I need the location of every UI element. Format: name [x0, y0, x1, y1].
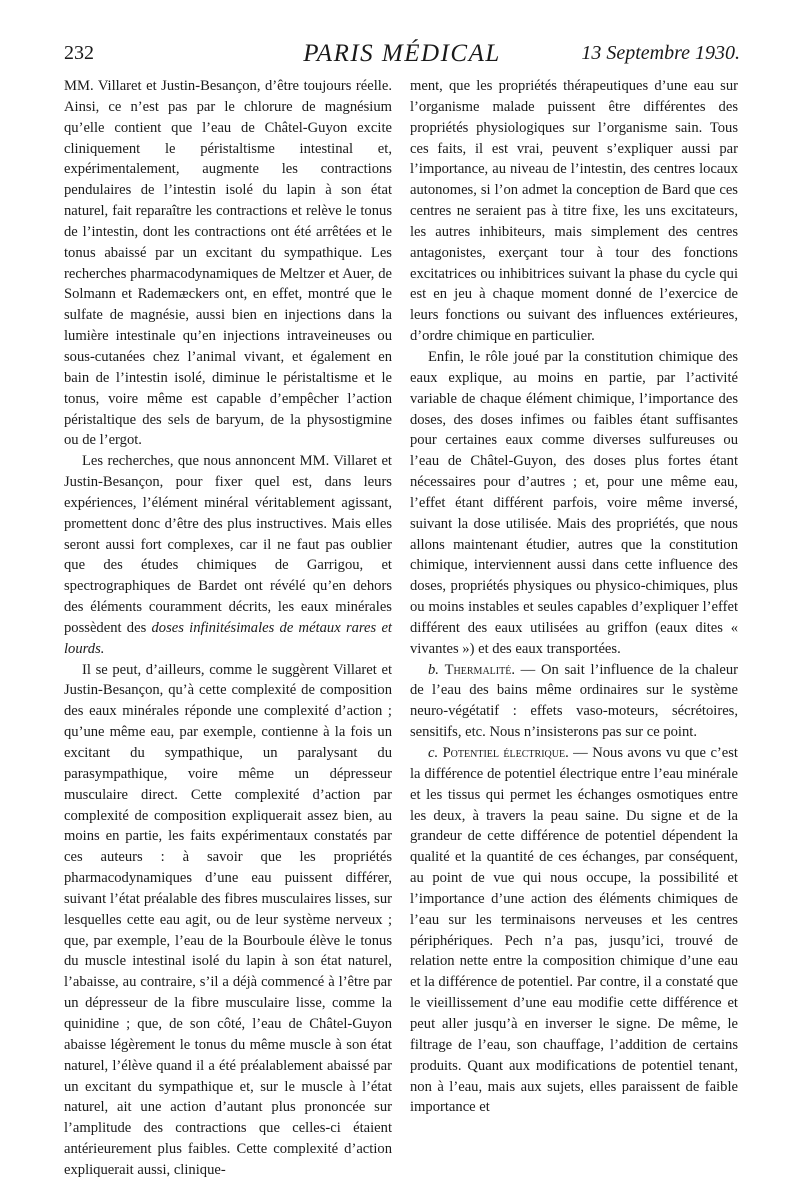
paragraph-text: Les recherches, que nous annoncent MM. Villaret et Justin-Besançon, pour fixer quel est, dans leurs expériences, l’élément minéral véritablement agissant, promettent donc d’être des plus instructives. Mais elles seront aussi fort complexes, car il ne faut pas oublier que des études chimiques de Garrigou, et spectrographiques de Bardet ont révélé qu’en dehors des éléments couramment décrits, les eaux minérales possèdent des: [64, 453, 392, 636]
issue-date: 13 Septembre 1930.: [581, 42, 740, 64]
section-heading: Thermalité.: [444, 661, 515, 678]
paragraph: MM. Villaret et Justin-Besançon, d’être toujours réelle. Ainsi, ce n’est pas par le chlorure de magnésium qu’elle contient que l’eau de Châtel-Guyon excite cliniquement le péristaltisme intestinal et, expérimentalement, augmente les contractions pendulaires de l’intestin isolé du lapin à son état naturel, fait reparaître les contractions et relève le tonus de l’intestin, dont les contractions ont été arrêtées et le tonus abaissé par un excitant du sympathique. Les recherches pharmacodynamiques de Meltzer et Auer, de Solmann et Rademæckers ont, en effet, montré que le sulfate de magnésie, aussi bien en injections dans la lumière intestinale qu’en injections intraveineuses ou sous-cutanées chez l’animal vivant, et également en bain de l’intestin isolé, diminue le péristaltisme et le tonus, voire même est capable d’empêcher l’action péristaltique des sels de baryum, de la physostigmine ou de l’ergot.: [64, 78, 392, 449]
section-thermalite: [410, 660, 738, 743]
emphasis-text: doses infinitésimales de métaux rares et lourds.: [64, 619, 392, 657]
paragraph: Il se peut, d’ailleurs, comme le suggèrent Villaret et Justin-Besançon, qu’à cette complexité de composition des eaux minérales réponde une complexité d’action ; qu’une même eau, par exemple, contienne à la fois un excitant du sympathique, un paralysant du parasympathique, voire même un dépresseur musculaire direct. Cette complexité d’action par complexité de composition expliquerait assez bien, au moins en partie, les faits expérimentaux constatés par ces auteurs : à savoir que les propriétés pharmacodynamiques d’une eau puissent différer, suivant l’état préalable des fibres musculaires lisses, sur lesquelles cette eau agit, ou de leur système nerveux ; que, par exemple, l’eau de la Bourboule élève le tonus du muscle intestinal isolé du lapin à son état naturel, l’abaisse, au contraire, s’il a déjà commencé à l’être par un dépresseur de la fibre musculaire lisse, comme la quinidine ; que, de son côté, l’eau de Châtel-Guyon abaisse légèrement le tonus du même muscle à son état naturel, l’élève quand il a été préalablement abaissé par un excitant du sympathique et, sur le muscle à l’état naturel, ait une action d’autant plus prononcée sur l’amplitude des contractions que celles-ci étaient antérieurement plus faibles. Cette complexité d’action expliquerait aussi, clinique-: [64, 661, 392, 1178]
section-text: — On sait l’influence de la chaleur de l’eau des bains même ordinaires sur le système neuro-végétatif : effets vaso-moteurs, sécrétoires, sensitifs, etc. Nous n’insisterons pas sur ce point.: [410, 661, 738, 741]
page-number: 232: [64, 42, 94, 64]
paragraph: Enfin, le rôle joué par la constitution chimique des eaux explique, au moins en partie, par l’activité variable de chaque élément chimique, l’importance des doses, des doses infimes ou faibles étant suffisantes pour certaines eaux comme diverses sulfureuses ou l’eau de Châtel-Guyon, des doses plus fortes étant nécessaires pour d’autres ; et, pour une même eau, l’effet étant différent parfois, voire même inversé, suivant la dose utilisée. Mais des propriétés, que nous allons maintenant étudier, autres que la constitution chimique, interviennent aussi dans cette influence des doses, propriétés physiques ou physico-chimiques, plus ou moins instables et seules capables d’expliquer l’effet différent des eaux utilisées au griffon (eaux dites « vivantes ») et des eaux transportées.: [410, 348, 738, 657]
paragraph: [64, 451, 392, 659]
running-header: [64, 38, 740, 78]
section-label: c.: [428, 745, 443, 761]
section-label: b.: [428, 661, 445, 678]
section-potentiel-electrique: [410, 743, 738, 1118]
left-column: [64, 76, 392, 1178]
section-text: — Nous avons vu que c’est la différence de potentiel électrique entre l’eau minérale et les tissus qui permet les échanges osmotiques entre les deux, à travers la peau saine. Du signe et de la grandeur de cette différence de potentiel dépendent la qualité et la quantité de ces échanges, par conséquent, au point de vue qui nous occupe, la possibilité et l’importance d’une action des éléments chimiques de l’eau sur les terminaisons nerveuses et les centres périphériques. Pech n’a pas, jusqu’ici, trouvé de relation nette entre la composition chimique d’une eau et la différence de potentiel. Par contre, il a constaté que le vieillissement d’une eau modifie cette différence et peut aller jusqu’à en inverser le signe. De même, le filtrage de l’eau, son chauffage, l’addition de certains produits. Quant aux modifications de potentiel tenant, non à l’eau, mais aux sujets, elles paraissent de faible importance et: [410, 745, 738, 1116]
paragraph: ment, que les propriétés thérapeutiques d’une eau sur l’organisme malade puissent être différentes des propriétés physiologiques sur l’organisme sain. Tous ces faits, il est vrai, peuvent s’expliquer aussi par l’importance, au niveau de l’intestin, des centres locaux autonomes, si l’on admet la conception de Bard que ces centres ne seraient pas à titre fixe, les uns excitateurs, les autres inhibiteurs, mais simplement des centres antagonistes, exerçant tour à tour des fonctions excitatrices ou inhibitrices suivant la phase du cycle qui est en jeu à chaque moment donné de l’exercice de leurs fonctions ou suivant des influences extérieures, d’ordre chimique en particulier.: [410, 78, 738, 345]
right-column: [410, 76, 738, 1136]
section-heading: Potentiel électrique.: [442, 745, 569, 761]
journal-title: PARIS MÉDICAL: [303, 40, 501, 67]
